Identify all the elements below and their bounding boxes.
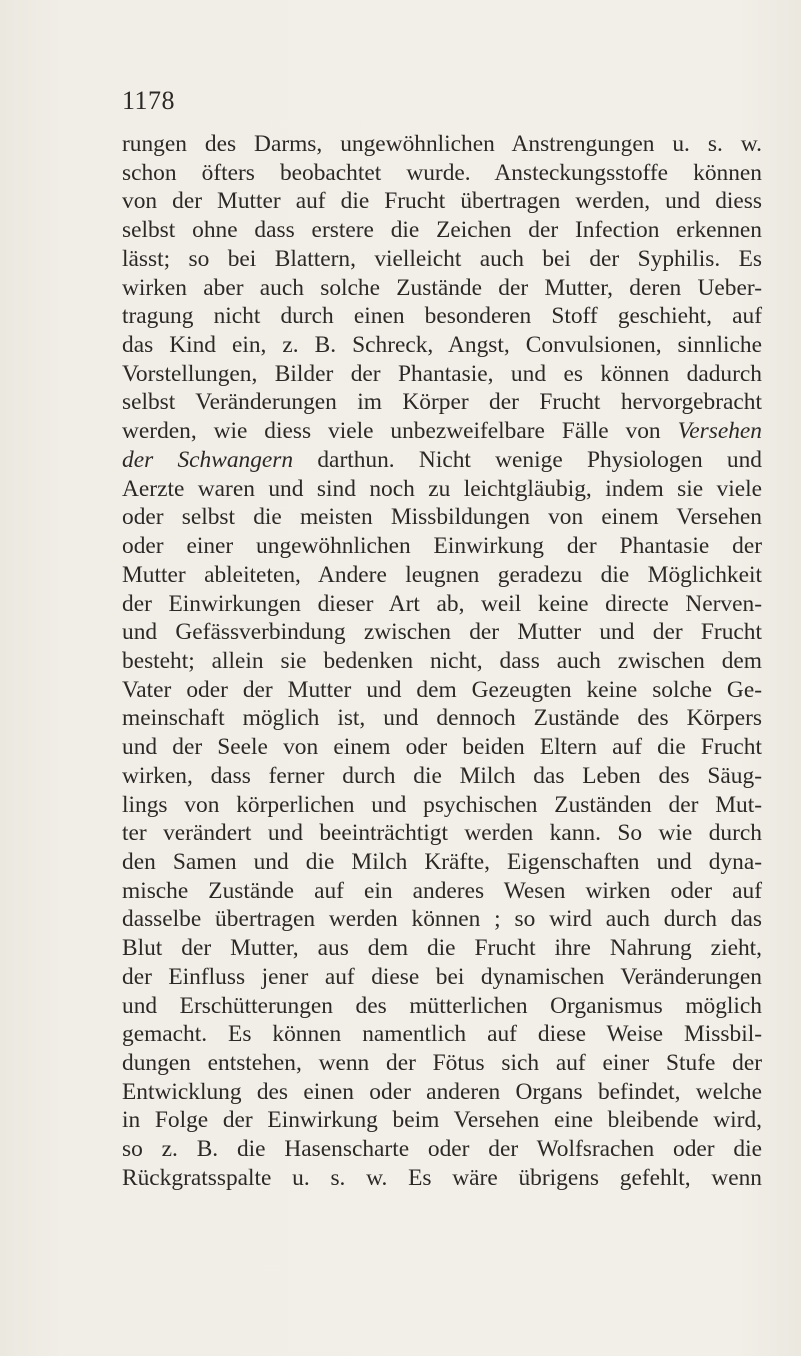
text-line: Vorstellungen, Bilder der Phantasie, und es können dadurch [122,360,762,387]
text-line: meinschaft möglich ist, und dennoch Zustände des Körpers [122,705,762,732]
text-line: Entwicklung des einen oder anderen Organs befindet, welche [122,1078,762,1105]
text-line: ter verändert und beeinträchtigt werden kann. So wie durch [122,820,762,847]
text-line: dungen entstehen, wenn der Fötus sich auf einer Stufe der [122,1050,762,1076]
text-line: Aerzte waren und sind noch zu leichtgläubig, indem sie viele [122,475,762,502]
text-line: selbst ohne dass erstere die Zeichen der Infection erkennen [122,217,762,244]
text-line: Mutter ableiteten, Andere leugnen geradezu die Möglichkeit [122,561,762,588]
text-line-with-italic [122,417,762,446]
text-line: Blut der Mutter, aus dem die Frucht ihre Nahrung zieht, [122,935,762,962]
text-line: oder selbst die meisten Missbildungen von einem Versehen [122,504,762,531]
text-line: der Einwirkungen dieser Art ab, weil keine directe Nerven- [122,590,762,617]
text-line: besteht; allein sie bedenken nicht, dass auch zwischen dem [122,647,762,674]
text-line: und Erschütterungen des mütterlichen Organismus möglich [122,992,762,1019]
text-line: wirken aber auch solche Zustände der Mutter, deren Ueber- [122,274,762,301]
page-number: 1178 [122,86,176,115]
text-line: so z. B. die Hasenscharte oder der Wolfsrachen oder die [122,1136,762,1163]
text-line: den Samen und die Milch Kräfte, Eigenschaften und dyna- [122,848,762,875]
text-line: rungen des Darms, ungewöhnlichen Anstrengungen u. s. w. [122,131,762,157]
text-line: oder einer ungewöhnlichen Einwirkung der Phantasie der [122,533,762,560]
italic-term: der Schwangern [122,446,294,473]
text-line: gemacht. Es können namentlich auf diese Weise Missbil- [122,1021,762,1048]
text-line-with-italic [122,446,762,475]
text-line: dasselbe übertragen werden können ; so wird auch durch das [122,906,762,933]
text-segment: darthun. Nicht wenige Physiologen und [293,446,762,473]
text-line: schon öfters beobachtet wurde. Ansteckungsstoffe können [122,159,762,186]
text-line: lings von körperlichen und psychischen Zuständen der Mut- [122,791,762,818]
text-line: tragung nicht durch einen besonderen Stoff geschieht, auf [122,303,762,330]
text-line: Rückgratsspalte u. s. w. Es wäre übrigens gefehlt, wenn [122,1164,762,1191]
text-line: mische Zustände auf ein anderes Wesen wirken oder auf [122,877,762,904]
text-line: selbst Veränderungen im Körper der Frucht hervorgebracht [122,389,762,416]
text-line: in Folge der Einwirkung beim Versehen eine bleibende wird, [122,1107,762,1134]
text-line: und Gefässverbindung zwischen der Mutter und der Frucht [122,619,762,646]
text-line: das Kind ein, z. B. Schreck, Angst, Convulsionen, sinnliche [122,332,762,359]
text-segment: werden, wie diess viele unbezweifelbare Fälle von [122,418,678,445]
text-line: Vater oder der Mutter und dem Gezeugten keine solche Ge- [122,676,762,703]
body-text [122,130,762,1193]
text-line: wirken, dass ferner durch die Milch das Leben des Säug- [122,762,762,789]
text-line: und der Seele von einem oder beiden Eltern auf die Frucht [122,734,762,761]
text-line: der Einfluss jener auf diese bei dynamischen Veränderungen [122,963,762,990]
italic-term: Versehen [677,418,762,445]
text-line: lässt; so bei Blattern, vielleicht auch bei der Syphilis. Es [122,245,762,272]
text-line: von der Mutter auf die Frucht übertragen werden, und diess [122,188,762,215]
